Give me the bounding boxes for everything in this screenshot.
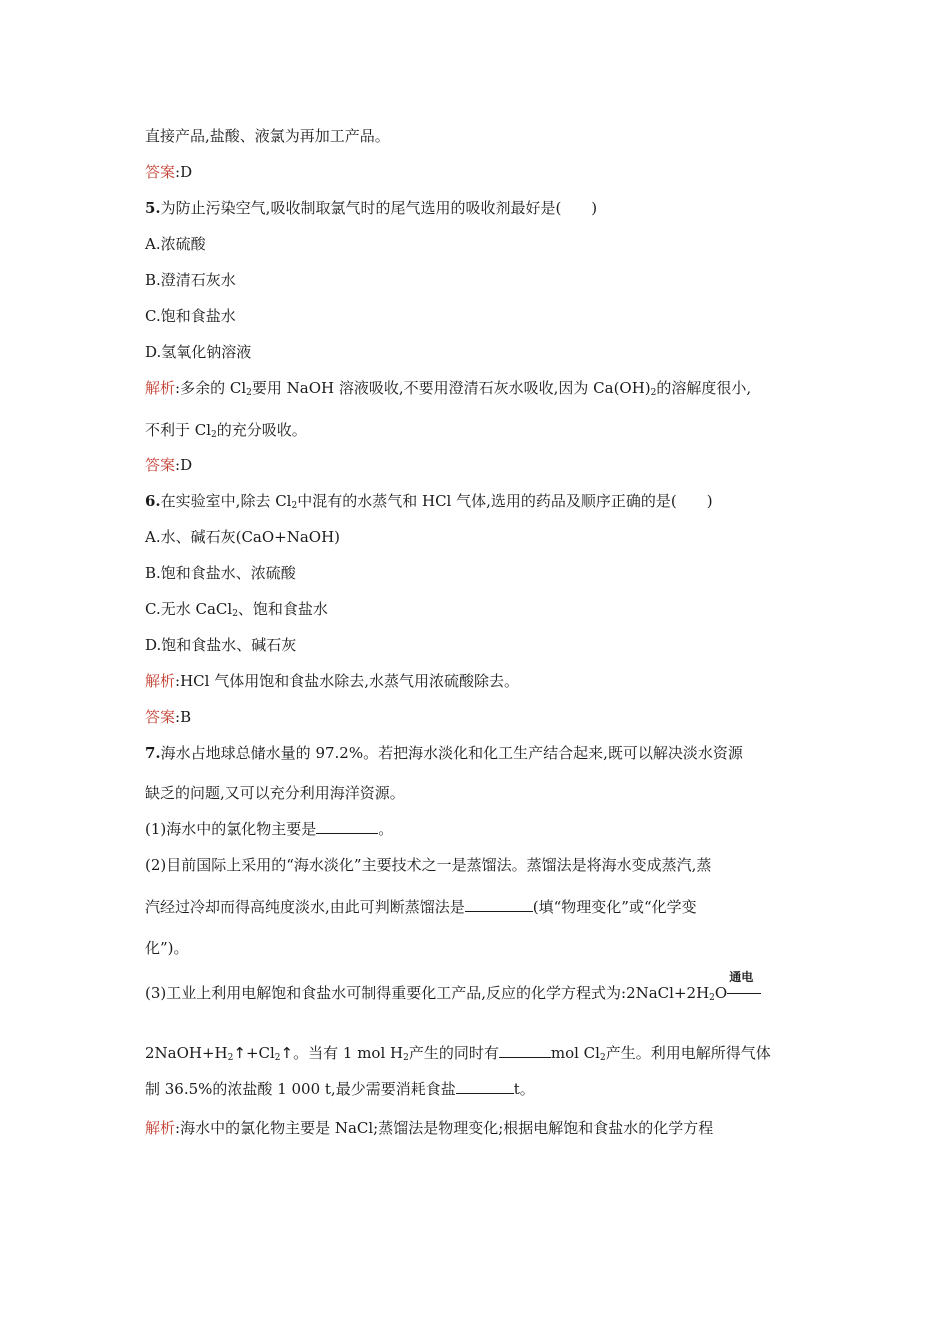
- q7-part-3-line-1: [145, 970, 761, 1003]
- subscript: 2: [232, 609, 238, 619]
- q7-stem-text: 海水占地球总储水量的 97.2%。若把海水淡化和化工生产结合起来,既可以解决淡水资源: [160, 744, 743, 762]
- q7-part-1-text: 。: [378, 820, 394, 838]
- subscript: 2: [227, 1053, 234, 1063]
- q5-option-b: B.澄清石灰水: [145, 271, 236, 289]
- q7-equation-text: 2NaOH+H: [145, 1044, 228, 1062]
- q6-analysis: [145, 671, 519, 691]
- answer-blank[interactable]: [499, 1043, 551, 1058]
- gas-arrow-icon: ↑: [233, 1044, 246, 1062]
- subscript: 2: [650, 388, 657, 398]
- q7-part-3-text: mol Cl: [550, 1044, 600, 1062]
- analysis-label: 解析: [145, 672, 176, 690]
- subscript: 2: [403, 1053, 409, 1063]
- q5-analysis-text: :多余的 Cl: [175, 379, 247, 397]
- analysis-label: 解析: [145, 379, 176, 397]
- gas-arrow-icon: ↑: [280, 1044, 294, 1062]
- q7-part-2-line-2: [145, 897, 697, 917]
- answer-value: :D: [175, 456, 193, 474]
- q6-option-c-text: C.无水 CaCl: [145, 600, 233, 618]
- q7-part-3-text: 产生。利用电解所得气体: [605, 1044, 771, 1062]
- q7-part-2-text: 汽经过冷却而得高纯度淡水,由此可判断蒸馏法是: [145, 898, 465, 916]
- intro-answer: [145, 162, 192, 182]
- q7-equation-text: +Cl: [245, 1044, 275, 1062]
- q7-part-2-line-1: (2)目前国际上采用的“海水淡化”主要技术之一是蒸馏法。蒸馏法是将海水变成蒸汽,蒸: [145, 856, 712, 874]
- q5-analysis-text: 的充分吸收。: [216, 421, 307, 439]
- answer-value: :D: [175, 163, 193, 181]
- q5-analysis-text: 要用 NaOH 溶液吸收,不要用澄清石灰水吸收,因为 Ca(OH): [251, 379, 651, 397]
- q6-stem-text: 在实验室中,除去 Cl: [160, 492, 292, 510]
- q5-stem: [145, 198, 597, 218]
- q6-option-b: B.饱和食盐水、浓硫酸: [145, 564, 296, 582]
- answer-label: 答案: [145, 708, 176, 726]
- q7-part-3-line-3: [145, 1079, 535, 1099]
- answer-blank[interactable]: [316, 819, 378, 834]
- intro-text: 直接产品,盐酸、液氯为再加工产品。: [145, 127, 390, 145]
- subscript: 2: [274, 1053, 281, 1063]
- q6-option-a: A.水、碱石灰(CaO+NaOH): [145, 528, 341, 546]
- q7-part-3-text: O: [714, 984, 728, 1002]
- subscript: 2: [211, 430, 217, 440]
- q5-analysis-line-1: [145, 378, 751, 398]
- q7-part-3-text: t。: [513, 1080, 535, 1098]
- answer-label: 答案: [145, 163, 176, 181]
- q6-stem-text: 中混有的水蒸气和 HCl 气体,选用的药品及顺序正确的是( ): [297, 492, 713, 510]
- q6-number: 6.: [145, 492, 161, 510]
- answer-blank[interactable]: [465, 897, 533, 912]
- q7-number: 7.: [145, 744, 161, 762]
- subscript: 2: [291, 501, 298, 511]
- q7-part-2-line-3: 化”)。: [145, 939, 189, 957]
- subscript: 2: [709, 993, 715, 1003]
- q7-part-3-line-2: [145, 1043, 771, 1063]
- q7-part-1-text: (1)海水中的氯化物主要是: [145, 820, 317, 838]
- answer-label: 答案: [145, 456, 176, 474]
- reaction-bar: [727, 993, 761, 994]
- subscript: 2: [599, 1053, 606, 1063]
- analysis-label: 解析: [145, 1119, 176, 1137]
- q7-part-2-text: (填“物理变化”或“化学变: [532, 898, 697, 916]
- answer-blank[interactable]: [456, 1079, 514, 1094]
- q7-analysis-text: :海水中的氯化物主要是 NaCl;蒸馏法是物理变化;根据电解饱和食盐水的化学方程: [175, 1119, 714, 1137]
- reaction-condition: [727, 970, 761, 1003]
- q6-analysis-text: :HCl 气体用饱和食盐水除去,水蒸气用浓硫酸除去。: [175, 672, 519, 690]
- q6-option-c: [145, 599, 328, 619]
- q7-part-3-text: 制 36.5%的浓盐酸 1 000 t,最少需要消耗食盐: [145, 1080, 456, 1098]
- q5-answer: [145, 455, 192, 475]
- q6-answer: [145, 707, 191, 727]
- q5-option-a: A.浓硫酸: [145, 235, 206, 253]
- answer-value: :B: [175, 708, 192, 726]
- q7-part-3-text: 产生的同时有: [408, 1044, 499, 1062]
- q5-stem-text: 为防止污染空气,吸收制取氯气时的尾气选用的吸收剂最好是( ): [160, 199, 598, 217]
- q5-number: 5.: [145, 199, 161, 217]
- q7-part-3-text: 。当有 1 mol H: [293, 1044, 404, 1062]
- q6-option-d: D.饱和食盐水、碱石灰: [145, 636, 297, 654]
- q7-part-1: [145, 819, 393, 839]
- q6-option-c-text: 、饱和食盐水: [237, 600, 328, 618]
- q5-analysis-text: 的溶解度很小,: [656, 379, 752, 397]
- q7-analysis: [145, 1118, 713, 1138]
- q5-analysis-text: 不利于 Cl: [145, 421, 212, 439]
- electrolysis-condition-label: 通电: [729, 970, 754, 984]
- subscript: 2: [246, 388, 252, 398]
- q7-stem-line-2: 缺乏的问题,又可以充分利用海洋资源。: [145, 784, 405, 802]
- q7-part-3-text: (3)工业上利用电解饱和食盐水可制得重要化工产品,反应的化学方程式为:2NaCl+2H: [145, 984, 710, 1002]
- q5-option-d: D.氢氧化钠溶液: [145, 343, 252, 361]
- q6-stem: [145, 491, 713, 511]
- q5-option-c: C.饱和食盐水: [145, 307, 236, 325]
- q7-stem-line-1: [145, 743, 743, 763]
- q5-analysis-line-2: [145, 420, 307, 440]
